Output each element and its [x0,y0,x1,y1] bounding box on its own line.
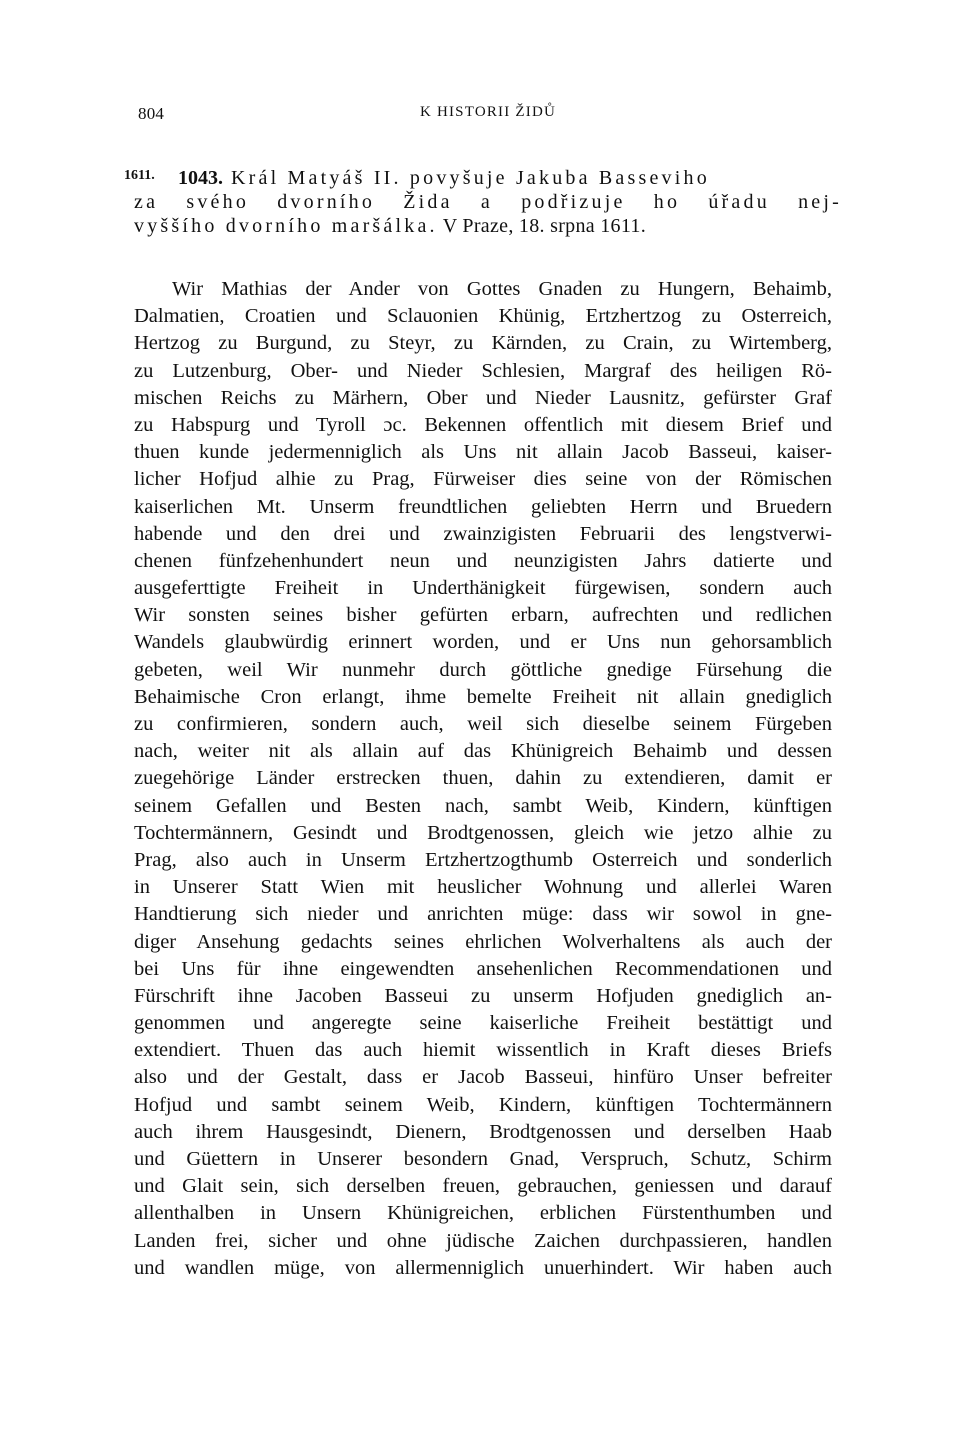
body-line: Dalmatien, Croatien und Sclauonien Khünig, Ertzhertzog zu Osterreich, [134,305,832,328]
body-line: thuen kunde jedermenniglich als Uns nit allain Jacob Basseui, kaiser- [134,441,832,464]
body-line: genommen und angeregte seine kaiserliche Freiheit bestättigt und [134,1012,832,1035]
body-line: zuegehörige Länder erstrecken thuen, dahin zu extendieren, damit er [134,767,832,790]
body-line: Wir sonsten seines bisher gefürten erbarn, aufrechten und redlichen [134,604,832,627]
body-line: und Glait sein, sich derselben freuen, gebrauchen, geniessen und darauf [134,1175,832,1198]
body-line: kaiserlichen Mt. Unserm freundtlichen geliebten Herrn und Bruedern [134,495,832,518]
body-line: Handtierung sich nieder und anrichten müge: dass wir sowol in gne- [134,903,832,926]
heading-line-3 [134,214,842,238]
body-line: bei Uns für ihne eingewendten ansehenlichen Recommendationen und [134,957,832,980]
body-line: und wandlen müge, von allermenniglich unuerhindert. Wir haben auch [134,1256,832,1279]
running-title: K HISTORII ŽIDŮ [419,104,557,120]
body-line: in Unserer Statt Wien mit heuslicher Wohnung und allerlei Waren [134,876,832,899]
body-line: Prag, also auch in Unserm Ertzhertzogthumb Osterreich und sonderlich [134,848,832,871]
body-line: seinem Gefallen und Besten nach, sambt Weib, Kindern, künftigen [134,794,832,817]
heading-date-place: V Praze, 18. srpna 1611. [442,215,647,237]
body-line: Hertzog zu Burgund, zu Steyr, zu Kärnden, zu Crain, zu Wirtemberg, [134,332,832,355]
body-line: mischen Reichs zu Märhern, Ober und Nieder Lausnitz, gefürster Graf [134,386,832,409]
document-body [134,276,832,1282]
body-line: Tochtermännern, Gesindt und Brodtgenossen, gleich wie jetzo alhie zu [134,821,832,844]
body-line: licher Hofjud alhie zu Prag, Fürweiser dies seine von der Römischen [134,468,832,491]
body-line: zu confirmieren, sondern auch, weil sich dieselbe seinem Fürgeben [134,713,832,735]
body-line: chenen fünfzehenhundert neun und neunzigisten Jahrs datierte und [134,549,832,572]
body-line: extendiert. Thuen das auch hiemit wissentlich in Kraft dieses Briefs [134,1039,832,1062]
body-line: nach, weiter nit als allain auf das Khünigreich Behaimb und dessen [134,740,832,763]
entry-number: 1043. [178,167,223,189]
heading-title-part-1: Král Matyáš II. povyšuje Jakuba Basseviho [231,167,710,189]
body-line: Behaimische Cron erlangt, ihme bemelte Freiheit nit allain gnediglich [134,685,832,708]
body-line: zu Lutzenburg, Ober- und Nieder Schlesien, Margraf des heiligen Rö- [134,359,832,382]
body-line: also und der Gestalt, dass er Jacob Basseui, hinfüro Unser befreiter [134,1066,832,1089]
heading-line-1 [134,166,842,190]
body-line: zu Habspurg und Tyroll ɔc. Bekennen offentlich mit diesem Brief und [134,413,832,436]
body-line: auch ihrem Hausgesindt, Dienern, Brodtgenossen und derselben Haab [134,1120,832,1143]
body-line: Wir Mathias der Ander von Gottes Gnaden zu Hungern, Behaimb, [172,278,832,300]
body-line: Fürschrift ihne Jacoben Basseui zu unserm Hofjuden gnediglich an- [134,984,832,1007]
entry-heading [134,166,842,238]
body-line: habende und den drei und zwainzigisten Februarii des lengstverwi- [134,522,832,545]
body-line: Landen frei, sicher und ohne jüdische Zaichen durchpassieren, handlen [134,1229,832,1252]
body-line: Wandels glaubwürdig erinnert worden, und er Uns nun gehorsamblich [134,631,832,654]
margin-year: 1611. [124,168,155,183]
heading-line-2: za svého dvorního Žida a podřizuje ho úřadu nej- [134,191,842,213]
body-line: ausgeferttigte Freiheit in Underthänigkeit fürgewisen, sondern auch [134,577,832,600]
body-line: Hofjud und sambt seinem Weib, Kindern, künftigen Tochtermännern [134,1093,832,1116]
heading-title-part-3: vyššího dvorního maršálka. [134,215,438,237]
body-line: diger Ansehung gedachts seines ehrlichen Wolverhaltens als auch der [134,930,832,953]
body-line: gebeten, weil Wir nunmehr durch göttliche gnedige Fürsehung die [134,658,832,681]
body-line: und Güettern in Unserer besondern Gnad, Verspruch, Schutz, Schirm [134,1148,832,1170]
body-line: allenthalben in Unsern Khünigreichen, erblichen Fürstenthumben und [134,1202,832,1225]
running-header [138,104,838,128]
page-number: 804 [138,104,165,123]
